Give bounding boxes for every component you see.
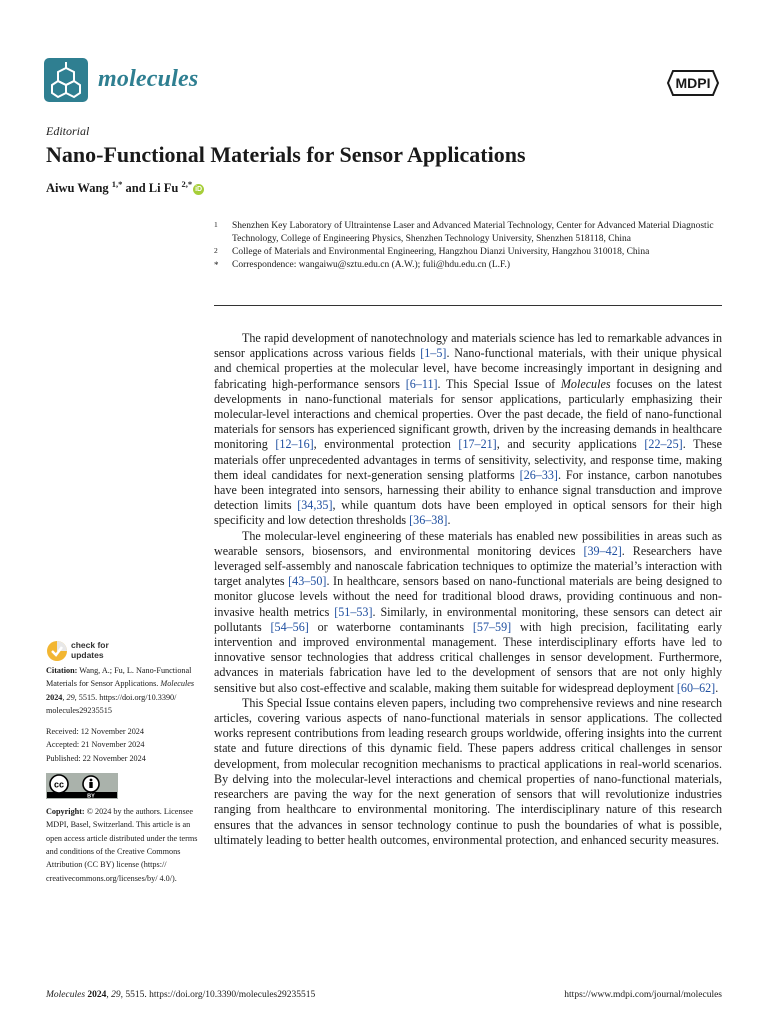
body-text-run: . These materials offer unprecedented advantages in terms of sensitivity, selectivity, and response time, making them ideal candidates for next-generation sensing platforms <box>214 437 722 482</box>
body-paragraph <box>214 529 722 696</box>
citation <box>46 664 198 717</box>
body-text-run: . This Special Issue of <box>437 376 561 391</box>
check-for-updates-icon <box>46 640 68 662</box>
article-body <box>214 331 722 848</box>
body-text-run: . Similarly, in environmental monitoring, these sensors can detect air pollutants <box>214 604 722 634</box>
reference-link[interactable]: [26–33] <box>519 467 558 482</box>
author-affiliation-marks: 1,* <box>111 179 123 189</box>
body-text-run: , and security applications <box>496 437 645 452</box>
body-text-run: with high precision, facilitating early intervention and improved environmental management. These interdisciplinary efforts have led to innovative sensor technologies that address critical challenges in sensor development. Furthermore, advances in materials fabrication have led to the development of sensors that are not only highly sensitive but also cost-effective and scalable, making them suitable for widespread deployment <box>214 619 723 695</box>
reference-link[interactable]: [43–50] <box>288 574 327 589</box>
header-divider <box>214 305 722 306</box>
footer-citation <box>46 990 315 1000</box>
affiliation-text: Shenzhen Key Laboratory of Ultraintense Laser and Advanced Material Technology, Center for Advanced Material Diagnostic Technology, College of Engineering Physics, Shenzhen Technology University, Shenzhen 518118, China <box>232 221 714 245</box>
article-type-label: Editorial <box>46 124 90 138</box>
body-text-run: , environmental protection <box>313 437 459 452</box>
citation-label: Citation: <box>46 666 78 675</box>
body-text-run: This Special Issue contains eleven papers, including two comprehensive reviews and nine research articles, covering various aspects of nano-functional materials in sensor applications. The collected works represent contributions from leading research groups worldwide, offering insights into the current state and future directions of this dynamic field. These papers address critical challenges in sensor development, from molecular recognition mechanisms to practical applications in real-world scenarios. By delving into the molecular-level interactions and chemical properties of nano-functional materials, researchers are paving the way for the next generation of sensors that will revolutionize industries ranging from healthcare to environmental monitoring. The interdisciplinary nature of this research ensures that the advances in sensor technology continue to push the boundaries of what is possible, ultimately leading to better health outcomes, environmental protection, and enhanced security measures. <box>214 695 722 847</box>
citation-authors: Wang, A.; Fu, L. Nano-Functional Materials for Sensor Applications. <box>46 666 192 689</box>
reference-link[interactable]: [57–59] <box>472 619 512 634</box>
copyright <box>46 805 198 885</box>
body-text-run: The rapid development of nanotechnology and materials science has led to remarkable advances in sensor applications across various fields <box>214 331 722 361</box>
reference-link[interactable]: [54–56] <box>270 619 309 634</box>
citation-doi[interactable]: , 5515. https://doi.org/10.3390/ molecules29235515 <box>46 692 177 715</box>
journal-name-inline: Molecules <box>560 376 611 391</box>
published-date: Published: 22 November 2024 <box>46 753 146 763</box>
copyright-label: Copyright: <box>46 807 85 817</box>
author-name: Li Fu <box>148 181 179 196</box>
by-text: BY <box>87 793 95 800</box>
affiliation-text: College of Materials and Environmental Engineering, Hangzhou Dianzi University, Hangzhou 310018, China <box>232 247 650 258</box>
footer-journal-url[interactable]: https://www.mdpi.com/journal/molecules <box>564 990 722 1000</box>
citation-volume: , 29 <box>62 692 75 702</box>
affiliation <box>214 220 724 246</box>
correspondence <box>214 259 724 272</box>
author-list <box>46 179 204 196</box>
cc-text: cc <box>53 779 65 790</box>
accepted-date: Accepted: 21 November 2024 <box>46 740 145 750</box>
check-for-updates-badge[interactable] <box>46 640 166 664</box>
footer-doi[interactable]: , 5515. https://doi.org/10.3390/molecules29235515 <box>120 990 316 1000</box>
reference-link[interactable]: [34,35] <box>297 498 333 513</box>
body-paragraph <box>214 696 722 848</box>
body-text-run: . For instance, carbon nanotubes have been integrated into sensors, harnessing their ability to enhance signal transduction and improve detection limits <box>214 467 722 513</box>
footer-year: 2024 <box>85 990 107 1000</box>
mdpi-logo <box>664 68 722 98</box>
reference-link[interactable]: [60–62] <box>676 680 716 695</box>
author-joiner: and <box>122 181 149 196</box>
affiliation-mark: * <box>214 260 219 271</box>
journal-name: molecules <box>98 66 199 92</box>
svg-text:MDPI: MDPI <box>675 75 711 91</box>
body-text-run: . <box>715 680 719 695</box>
reference-link[interactable]: [22–25] <box>644 437 683 452</box>
body-text-run: The molecular-level engineering of these materials has enabled new possibilities in areas such as wearable sensors, biosensors, and environmental monitoring devices <box>214 528 722 558</box>
reference-link[interactable]: [12–16] <box>275 437 314 452</box>
citation-journal: Molecules <box>160 679 195 689</box>
updates-line-2: updates <box>71 649 104 660</box>
reference-link[interactable]: [51–53] <box>334 604 373 619</box>
footer-volume: , 29 <box>106 990 121 1000</box>
body-paragraph <box>214 331 722 529</box>
citation-year: 2024 <box>46 692 63 702</box>
article-title: Nano-Functional Materials for Sensor Applications <box>46 142 526 167</box>
reference-link[interactable]: [6–11] <box>405 376 438 391</box>
body-text-run: or waterborne contaminants <box>308 619 473 634</box>
journal-logo-icon <box>44 58 88 102</box>
reference-link[interactable]: [17–21] <box>458 437 497 452</box>
body-text-run: . <box>447 513 451 528</box>
copyright-text: © 2024 by the authors. Licensee MDPI, Basel, Switzerland. This article is an open access article distributed under the terms and conditions of the Creative Commons Attribution (CC BY) license (https:// creativecommons.org/licenses/by/ 4.0/). <box>46 807 198 883</box>
reference-link[interactable]: [1–5] <box>420 346 447 361</box>
body-text-run: . Nano-functional materials, with their unique physical and chemical properties at the molecular level, have become increasingly important in designing and fabricating high-performance sensors <box>214 346 722 391</box>
author-affiliation-marks: 2,* <box>181 179 193 189</box>
affiliation-mark: 2 <box>214 246 218 256</box>
article-sidebar <box>46 664 198 885</box>
reference-link[interactable]: [36–38] <box>409 513 448 528</box>
updates-line-1: check for <box>71 640 109 650</box>
body-text-run: , while quantum dots have been employed in optical sensors for their high specificity and low detection thresholds <box>214 498 722 528</box>
author-name: Aiwu Wang <box>46 181 109 196</box>
footer-journal: Molecules <box>46 990 86 1000</box>
body-text-run: . Researchers have leveraged self-assembly and nanoscale fabrication techniques to optimize the material’s interaction with target analytes <box>214 543 722 589</box>
affiliation <box>214 246 724 259</box>
orcid-icon[interactable]: iD <box>195 186 203 194</box>
received-date: Received: 12 November 2024 <box>46 727 144 737</box>
affiliation-list <box>214 220 724 272</box>
affiliation-mark: 1 <box>214 220 218 229</box>
correspondence-text: Correspondence: wangaiwu@sztu.edu.cn (A.W.); fuli@hdu.edu.cn (L.F.) <box>232 260 511 271</box>
reference-link[interactable]: [39–42] <box>583 543 622 558</box>
body-text-run: focuses on the latest developments in nano-functional materials for sensor applications, particularly emphasizing their molecular-level interactions and chemical properties. Over the past decade, the field of nano-functional materials for sensors has experienced significant growth, driven by the increasing demands in healthcare monitoring <box>214 376 722 452</box>
cc-by-license-icon[interactable] <box>46 773 118 799</box>
body-text-run: . In healthcare, sensors based on nano-functional materials are being designed to monitor glucose levels without the need for traditional blood draws, providing continuous and non-invasive health metrics <box>214 574 722 619</box>
